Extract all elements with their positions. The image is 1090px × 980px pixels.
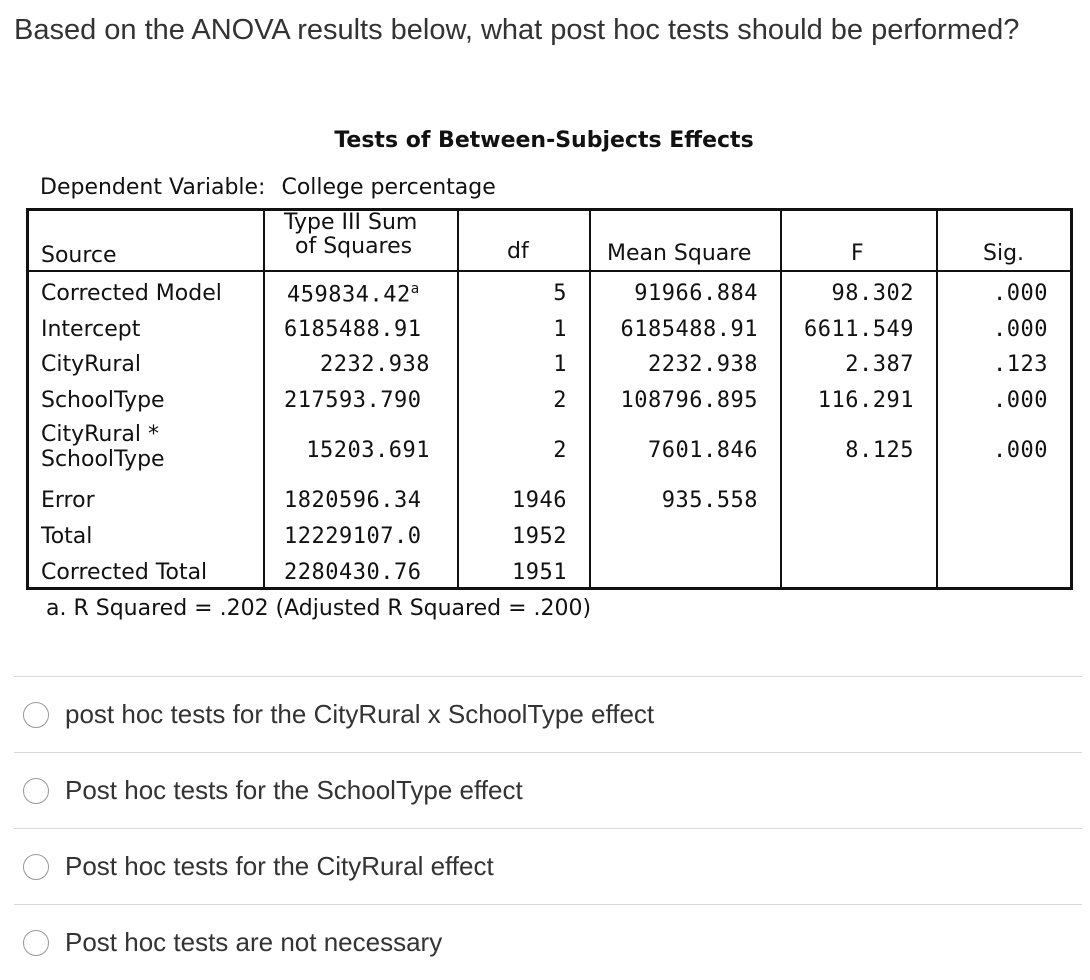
ss-total: 12229107.0 <box>284 524 422 549</box>
dependent-variable-value: College percentage <box>281 175 496 200</box>
column-divider <box>936 211 938 587</box>
header-f: F <box>851 241 864 266</box>
answer-option-4[interactable] <box>14 904 1082 980</box>
ss-corrected-model <box>287 281 420 307</box>
radio-button-icon[interactable] <box>23 702 49 728</box>
ms-error: 935.558 <box>661 488 758 513</box>
header-source: Source <box>41 243 117 268</box>
sig-intercept: .000 <box>993 317 1048 342</box>
radio-button-icon[interactable] <box>23 778 49 804</box>
source-cityrural: CityRural <box>41 352 141 377</box>
dependent-variable-label: Dependent Variable: <box>40 175 266 200</box>
header-df: df <box>507 239 529 264</box>
source-corrected-model: Corrected Model <box>41 281 222 306</box>
f-schooltype: 116.291 <box>817 388 914 413</box>
column-divider <box>780 211 782 587</box>
ss-corrected-total: 2280430.76 <box>284 560 422 585</box>
answer-options <box>14 676 1082 980</box>
ms-intercept: 6185488.91 <box>620 317 758 342</box>
radio-button-icon[interactable] <box>23 930 49 956</box>
header-divider <box>29 270 1070 272</box>
answer-option-label[interactable]: Post hoc tests for the SchoolType effect <box>65 775 523 805</box>
sig-interaction: .000 <box>993 438 1048 463</box>
answer-option-3[interactable] <box>14 828 1082 904</box>
table-title <box>0 128 1090 153</box>
question-text: Based on the ANOVA results below, what post hoc tests should be performed? <box>14 14 1020 46</box>
column-divider <box>263 211 265 587</box>
column-divider <box>457 211 459 587</box>
sig-corrected-model: .000 <box>993 281 1048 306</box>
source-interaction-line1: CityRural * <box>41 422 159 447</box>
source-intercept: Intercept <box>41 317 141 342</box>
header-ss-line1: Type III Sum <box>284 210 418 235</box>
f-intercept: 6611.549 <box>804 317 914 342</box>
source-error: Error <box>41 488 95 513</box>
anova-table <box>26 208 1073 590</box>
ss-value: 459834.42 <box>287 282 411 308</box>
ms-schooltype: 108796.895 <box>620 388 758 413</box>
header-ss-line2: of Squares <box>295 234 413 259</box>
df-error: 1946 <box>512 488 567 513</box>
df-schooltype: 2 <box>553 388 567 413</box>
answer-option-1[interactable] <box>14 676 1082 752</box>
table-footnote: a. R Squared = .202 (Adjusted R Squared = .200) <box>46 596 592 621</box>
sig-schooltype: .000 <box>993 388 1048 413</box>
answer-option-label[interactable]: post hoc tests for the CityRural x SchoolType effect <box>65 699 655 729</box>
answer-option-label[interactable]: Post hoc tests are not necessary <box>65 927 443 957</box>
answer-option-label[interactable]: Post hoc tests for the CityRural effect <box>65 851 494 881</box>
df-interaction: 2 <box>553 438 567 463</box>
ss-schooltype: 217593.790 <box>284 388 422 413</box>
df-total: 1952 <box>512 524 567 549</box>
dependent-variable <box>40 175 496 200</box>
column-divider <box>589 211 591 587</box>
ss-error: 1820596.34 <box>284 488 422 513</box>
source-schooltype: SchoolType <box>41 388 165 413</box>
radio-button-icon[interactable] <box>23 854 49 880</box>
answer-option-2[interactable] <box>14 752 1082 828</box>
table-title-text: Tests of Between-Subjects Effects <box>334 128 754 153</box>
source-corrected-total: Corrected Total <box>41 560 208 585</box>
df-intercept: 1 <box>553 317 567 342</box>
f-cityrural: 2.387 <box>845 352 914 377</box>
df-cityrural: 1 <box>553 352 567 377</box>
f-interaction: 8.125 <box>845 438 914 463</box>
source-interaction-line2: SchoolType <box>41 447 165 472</box>
df-corrected-model: 5 <box>553 281 567 306</box>
ms-interaction: 7601.846 <box>648 438 758 463</box>
ss-intercept: 6185488.91 <box>284 317 422 342</box>
header-mean-square: Mean Square <box>607 241 752 266</box>
source-total: Total <box>41 524 93 549</box>
footnote-marker: a <box>410 281 420 297</box>
f-corrected-model: 98.302 <box>831 281 914 306</box>
ss-cityrural: 2232.938 <box>320 352 430 377</box>
ms-corrected-model: 91966.884 <box>634 281 758 306</box>
df-corrected-total: 1951 <box>512 560 567 585</box>
header-sig: Sig. <box>983 241 1025 266</box>
ss-interaction: 15203.691 <box>306 438 430 463</box>
sig-cityrural: .123 <box>993 352 1048 377</box>
ms-cityrural: 2232.938 <box>648 352 758 377</box>
